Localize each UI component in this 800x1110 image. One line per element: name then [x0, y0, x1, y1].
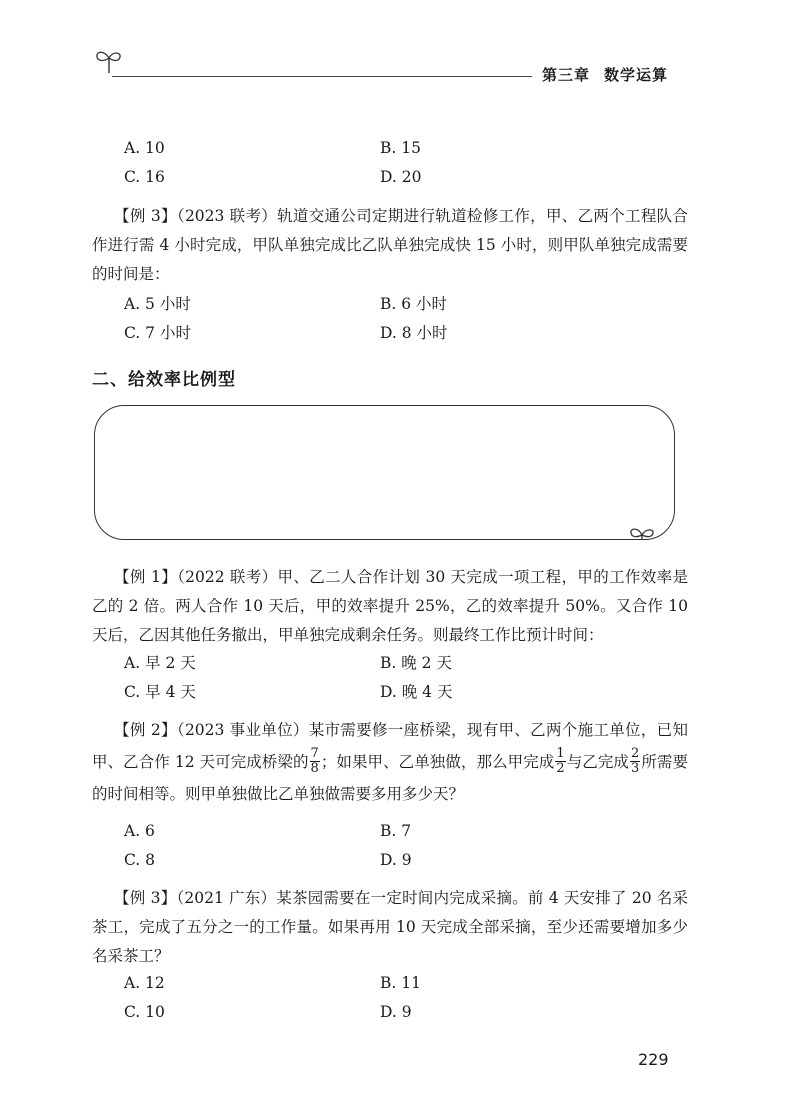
option-c: C. 16	[124, 168, 165, 186]
section-title: 二、给效率比例型	[92, 370, 236, 390]
example-label: 【例 2】	[114, 721, 177, 739]
example-2-question	[92, 714, 688, 810]
option-c: C. 7 小时	[124, 324, 191, 342]
option-b: B. 晚 2 天	[380, 654, 452, 672]
example-source: （2022 联考）	[177, 568, 278, 586]
sprout-icon	[94, 47, 124, 75]
option-d: D. 9	[380, 1003, 412, 1021]
option-a: A. 5 小时	[124, 295, 191, 313]
option-d: D. 9	[380, 851, 412, 869]
example-source: （2023 事业单位）	[176, 721, 309, 739]
example-3-question	[92, 202, 688, 289]
option-a: A. 10	[124, 139, 165, 157]
example-label: 【例 3】	[114, 889, 177, 907]
example-text: 所需要的时间相等。则甲单独做比乙单独做需要多用多少天？	[92, 753, 688, 803]
fraction-numerator: 2	[630, 745, 640, 761]
example-text: 甲、乙二人合作计划 30 天完成一项工程，甲的工作效率是乙的 2 倍。两人合作 10 天后，甲的效率提升 25%，乙的效率提升 50%。又合作 10 天后，乙因其他任务撤出，甲单独完成剩余任务。则最终工作比预计时间：	[92, 568, 688, 644]
option-c: C. 10	[124, 1003, 165, 1021]
option-a: A. 早 2 天	[124, 654, 196, 672]
fraction	[310, 747, 320, 776]
example-text: 轨道交通公司定期进行轨道检修工作，甲、乙两个工程队合作进行需 4 小时完成，甲队单独完成比乙队单独完成快 15 小时，则甲队单独完成需要的时间是：	[92, 207, 688, 283]
example-label: 【例 1】	[114, 568, 178, 586]
option-a: A. 12	[124, 974, 165, 992]
example-text: ；如果甲、乙单独做，那么甲完成	[320, 753, 555, 771]
page-number: 229	[638, 1050, 669, 1069]
fraction-denominator: 8	[310, 760, 319, 776]
fraction-numerator: 1	[556, 745, 565, 761]
option-d: D. 8 小时	[380, 324, 448, 342]
note-box	[94, 405, 675, 540]
example-text: 与乙完成	[566, 753, 629, 771]
option-d: D. 晚 4 天	[380, 683, 453, 701]
example-label: 【例 3】	[114, 207, 177, 225]
example-1-question	[92, 563, 688, 650]
example-text: 某市需要修一座桥梁，现有甲、乙两个施工单位，已知甲、乙合作 12 天可完成桥梁的	[92, 721, 688, 771]
option-b: B. 11	[380, 974, 421, 992]
example-text: 某茶园需要在一定时间内完成采摘。前 4 天安排了 20 名采茶工，完成了五分之一的工作量。如果再用 10 天完成全部采摘，至少还需要增加多少名采茶工？	[92, 889, 689, 965]
fraction-numerator: 7	[310, 745, 319, 761]
option-c: C. 早 4 天	[124, 683, 196, 701]
example-source: （2023 联考）	[176, 207, 278, 225]
fraction-denominator: 3	[630, 760, 640, 776]
example-3-question-bottom	[92, 884, 688, 971]
option-b: B. 6 小时	[380, 295, 448, 313]
option-b: B. 15	[380, 139, 421, 157]
fraction-denominator: 2	[556, 760, 565, 776]
chapter-heading	[542, 64, 668, 85]
option-a: A. 6	[124, 822, 155, 840]
option-c: C. 8	[124, 851, 156, 869]
chapter-number: 第三章	[542, 66, 591, 84]
leaf-icon	[628, 523, 656, 541]
option-b: B. 7	[380, 822, 412, 840]
chapter-title: 数学运算	[604, 66, 669, 84]
fraction	[630, 747, 640, 776]
example-source: （2021 广东）	[176, 889, 277, 907]
header-rule	[112, 76, 532, 77]
option-d: D. 20	[380, 168, 422, 186]
fraction	[555, 747, 565, 776]
